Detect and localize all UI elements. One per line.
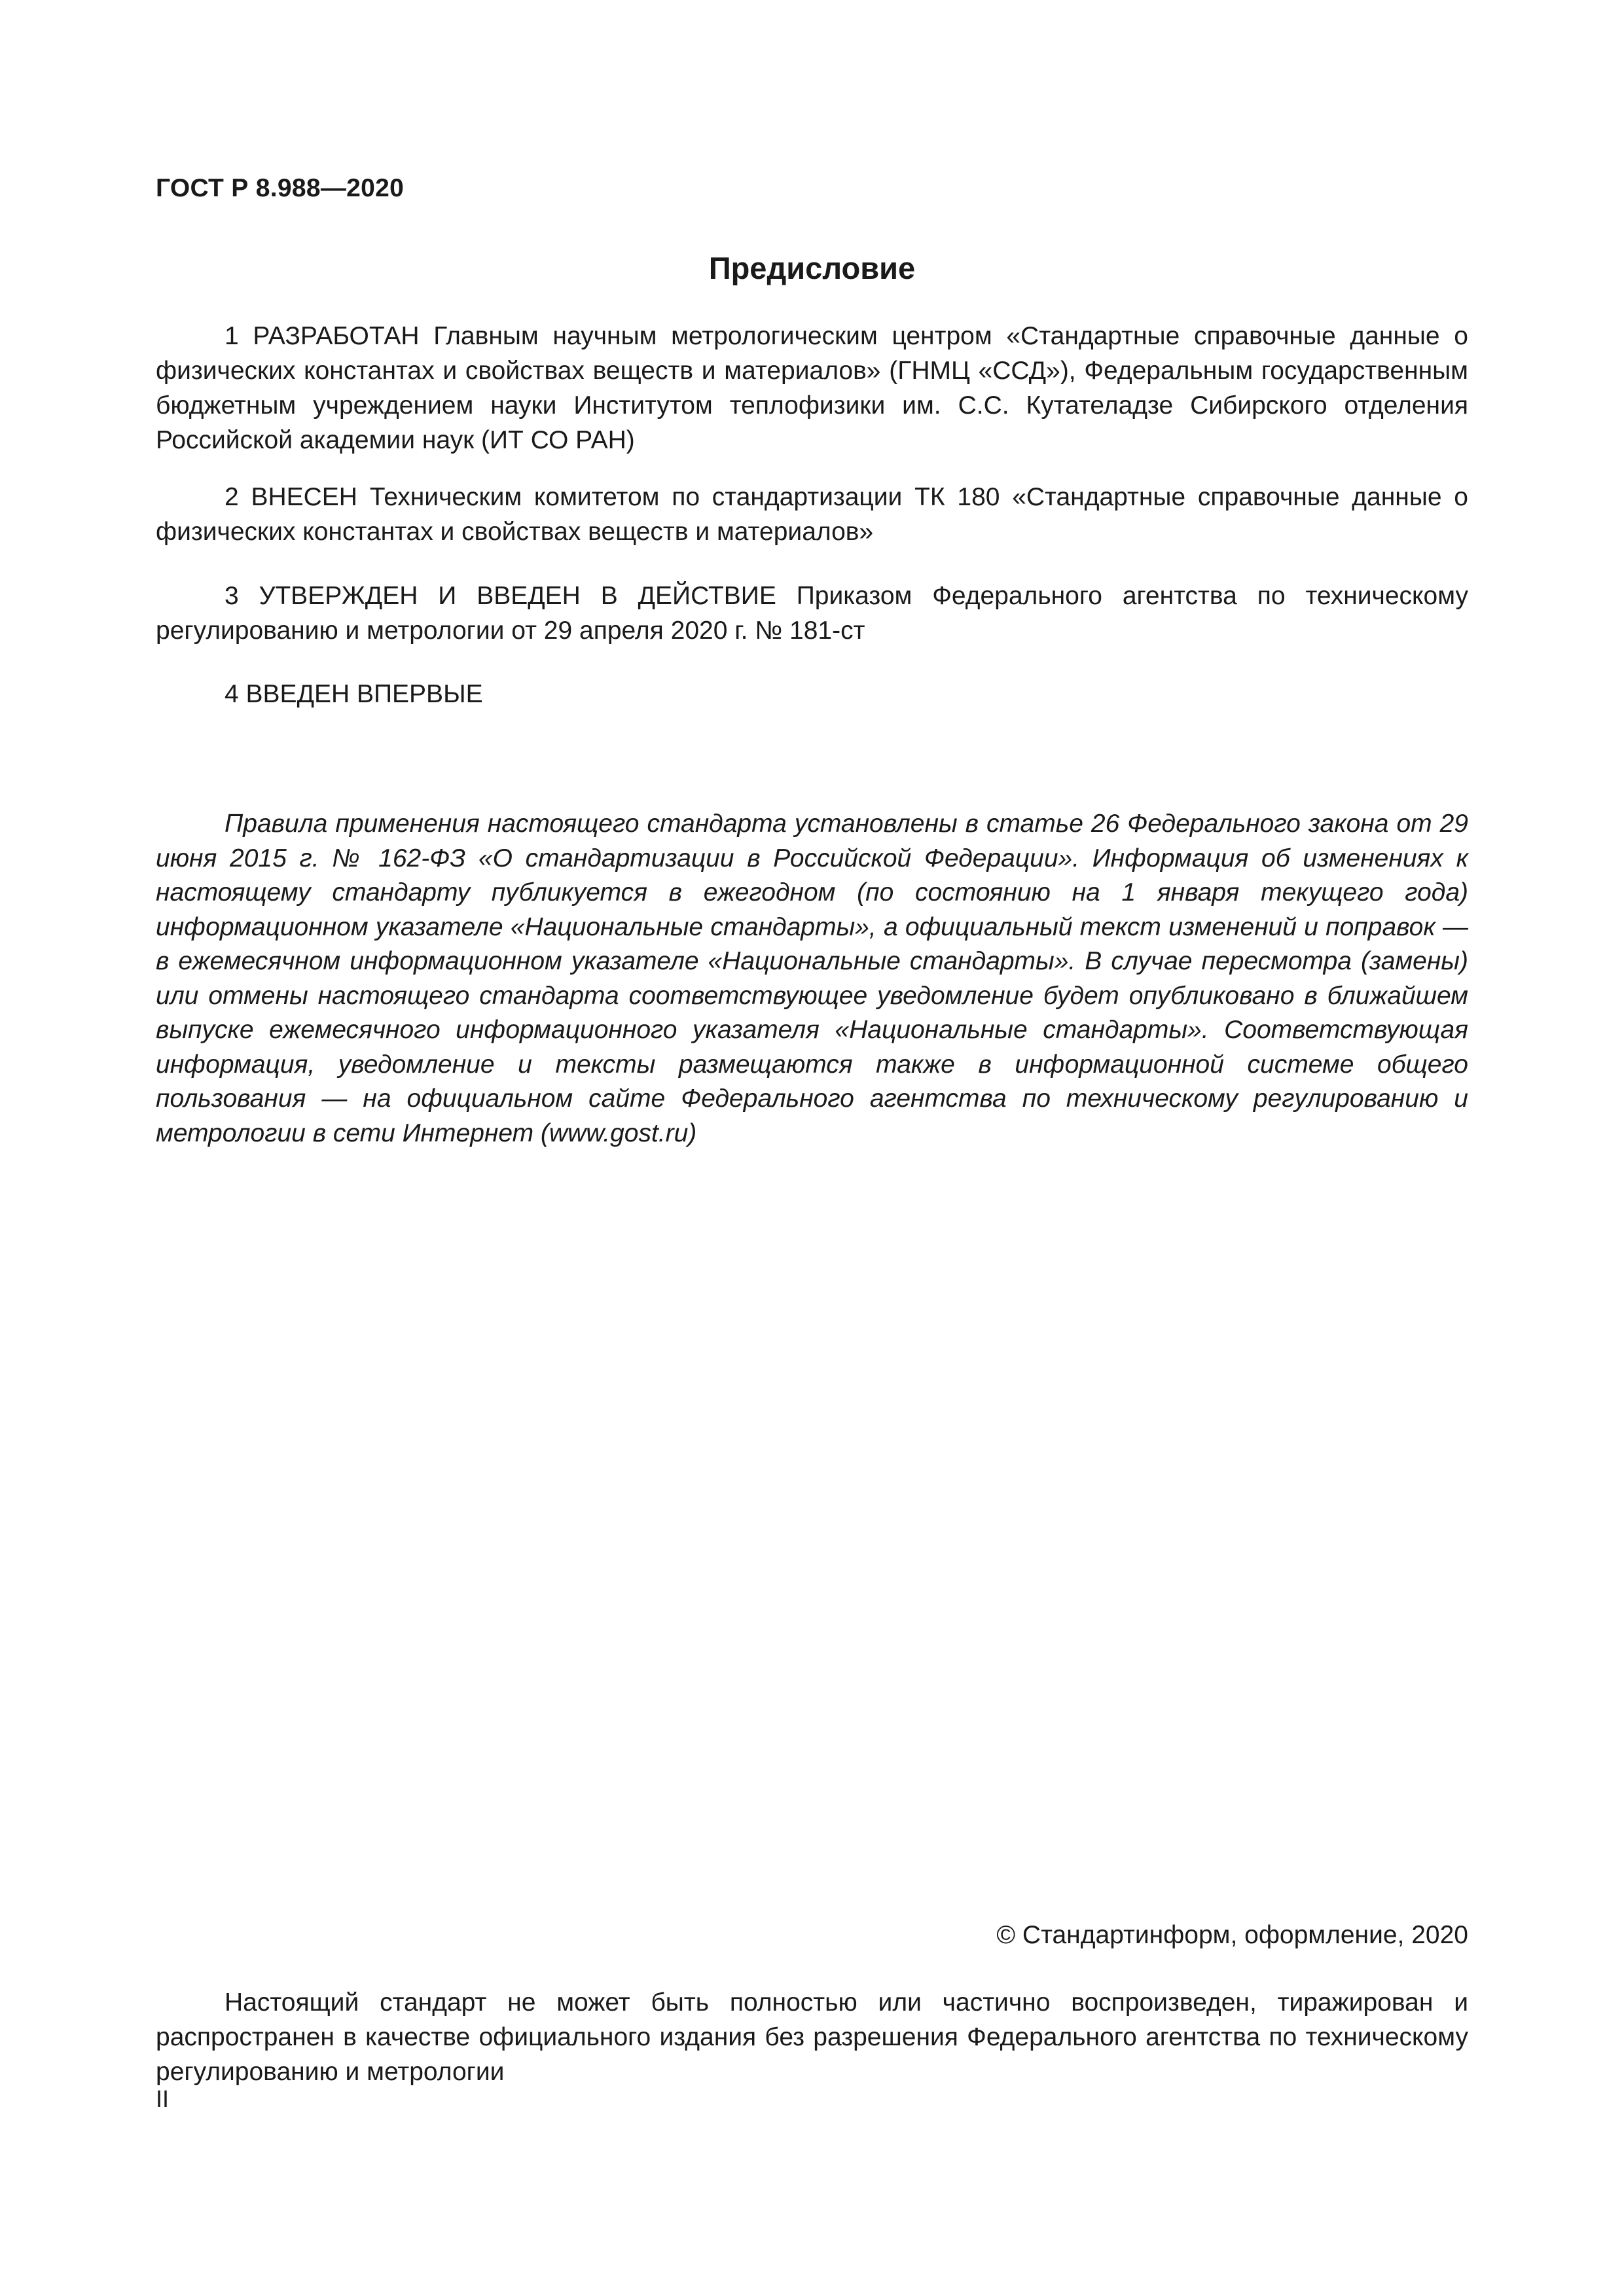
foreword-item-approved: 3 УТВЕРЖДЕН И ВВЕДЕН В ДЕЙСТВИЕ Приказом Федерального агентства по техническому регулированию и метрологии от 29 апреля 2020 г. № 181-ст [156, 582, 1468, 645]
page-number: II [156, 2085, 170, 2112]
reproduction-notice: Настоящий стандарт не может быть полностью или частично воспроизведен, тиражирован и распространен в качестве официального издания без разрешения Федерального агентства по техническому регулированию и метрологии [156, 1988, 1468, 2086]
foreword-item-introduced: 2 ВНЕСЕН Техническим комитетом по стандартизации ТК 180 «Стандартные справочные данные о физических константах и свойствах веществ и материалов» [156, 483, 1468, 546]
copyright-line: © Стандартинформ, оформление, 2020 [996, 1921, 1468, 1949]
foreword-item-first-edition: 4 ВВЕДЕН ВПЕРВЫЕ [225, 680, 483, 708]
foreword-item-developed: 1 РАЗРАБОТАН Главным научным метрологическим центром «Стандартные справочные данные о физических константах и свойствах веществ и материалов» (ГНМЦ «ССД»), Федеральным государственным бюджетным учреждением науки Институтом теплофизики им. С.С. Кутателадзе Сибирского отделения Российской академии наук (ИТ СО РАН) [156, 322, 1468, 454]
application-rules-notice: Правила применения настоящего стандарта установлены в статье 26 Федерального закона от 29 июня 2015 г. № 162-ФЗ «О стандартизации в Российской Федерации». Информация об изменениях к настоящему стандарту публикуется в ежегодном (по состоянию на 1 января текущего года) информационном указателе «Национальные стандарты», а официальный текст изменений и поправок — в ежемесячном информационном указателе «Национальные стандарты». В случае пересмотра (замены) или отмены настоящего стандарта соответствующее уведомление будет опубликовано в ближайшем выпуске ежемесячного информационного указателя «Национальные стандарты». Соответствующая информация, уведомление и тексты размещаются также в информационной системе общего пользования — на официальном сайте Федерального агентства по техническому регулированию и метрологии в сети Интернет (www.gost.ru) [156, 810, 1468, 1147]
document-code: ГОСТ Р 8.988—2020 [156, 174, 405, 202]
foreword-title: Предисловие [708, 251, 916, 285]
